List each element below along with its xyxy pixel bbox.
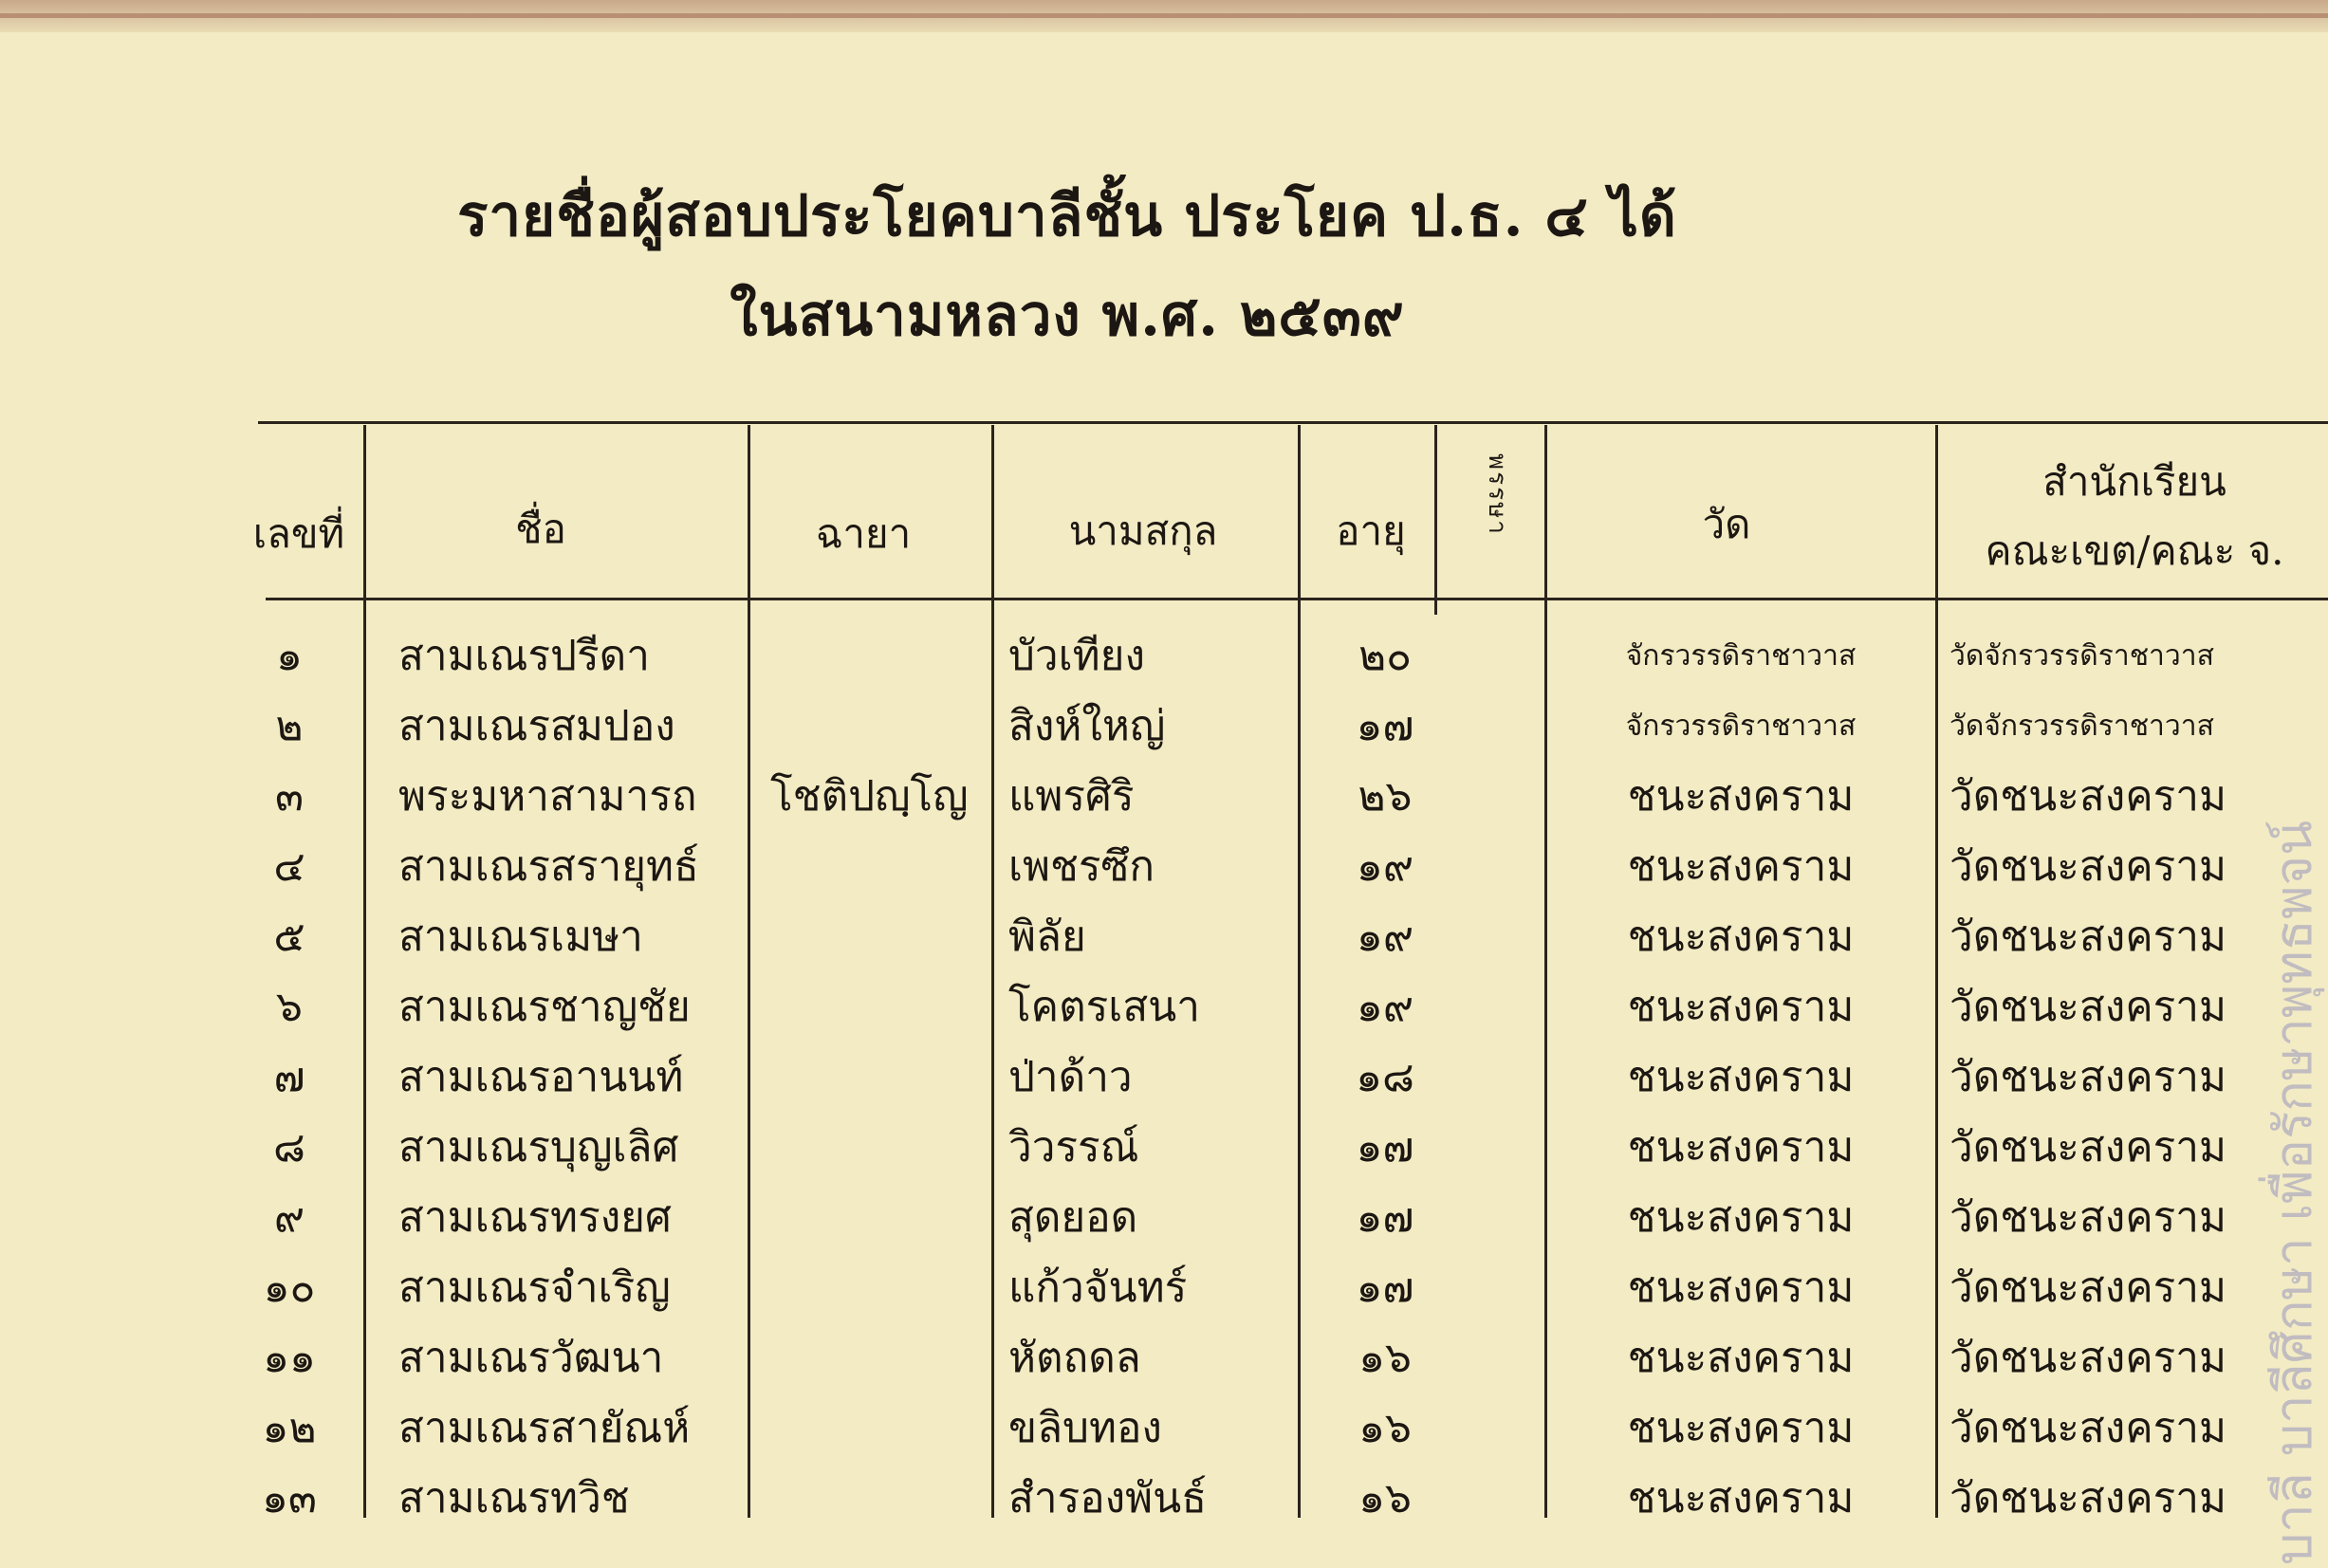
row-temple: จักรวรรดิราชาวาส [1625,639,1857,673]
table-row [0,621,2328,692]
row-school: วัดจักรวรรดิราชาวาส [1949,639,2214,673]
row-surname: สำรองพันธ์ [1008,1474,1208,1522]
row-name: สามเณรปรีดา [398,632,650,680]
row-age: ๑๗ [1356,1264,1414,1312]
row-age: ๑๖ [1358,1404,1412,1452]
row-temple: ชนะสงคราม [1627,983,1855,1031]
row-name: สามเณรอานนท์ [398,1053,684,1101]
row-school: วัดชนะสงคราม [1949,913,2226,961]
row-school: วัดชนะสงคราม [1949,772,2226,821]
header-temple: วัด [1702,501,1751,547]
row-school: วัดชนะสงคราม [1949,842,2226,891]
row-school: วัดชนะสงคราม [1949,1053,2226,1101]
row-number: ๙ [273,1193,305,1242]
row-surname: วิวรรณ์ [1008,1123,1139,1171]
row-number: ๑ [276,632,303,680]
row-school: วัดชนะสงคราม [1949,1334,2226,1382]
row-number: ๑๒ [262,1404,317,1452]
row-age: ๑๖ [1358,1474,1412,1522]
row-school: วัดชนะสงคราม [1949,1404,2226,1452]
document-title: รายชื่อผู้สอบประโยคบาลีชั้น ประโยค ป.ธ. ๔ ได้ [457,183,1677,249]
header-school-line2: คณะเขต/คณะ จ. [1985,527,2284,574]
row-age: ๒๐ [1358,632,1412,680]
row-surname: แพรศิริ [1008,772,1135,821]
header-school-line1: สำนักเรียน [2042,458,2226,505]
row-name: สามเณรทรงยศ [398,1193,672,1242]
table-row [0,692,2328,762]
row-name: สามเณรบุญเลิศ [398,1123,679,1171]
row-name: สามเณรสรายุทธ์ [398,842,699,891]
row-temple: ชนะสงคราม [1627,1334,1855,1382]
row-number: ๔ [273,842,305,891]
header-name: ชื่อ [515,506,566,552]
row-temple: ชนะสงคราม [1627,1264,1855,1312]
row-number: ๑๐ [263,1264,316,1312]
row-number: ๘ [273,1123,305,1171]
row-school: วัดชนะสงคราม [1949,983,2226,1031]
row-school: วัดจักรวรรดิราชาวาส [1949,710,2214,743]
row-alias: โชติปญฺโญ [770,772,969,821]
row-school: วัดชนะสงคราม [1949,1123,2226,1171]
row-school: วัดชนะสงคราม [1949,1474,2226,1522]
table-top-rule [258,421,2328,424]
header-age: อายุ [1336,507,1406,554]
row-school: วัดชนะสงคราม [1949,1264,2226,1312]
row-surname: ขลิบทอง [1008,1404,1162,1452]
row-age: ๑๙ [1356,983,1414,1031]
table-header-rule [266,598,2328,600]
row-number: ๑๓ [261,1474,317,1522]
table-row [0,902,2328,972]
row-name: สามเณรจำเริญ [398,1264,671,1312]
row-name: สามเณรวัฒนา [398,1334,664,1382]
row-temple: ชนะสงคราม [1627,1053,1855,1101]
row-name: พระมหาสามารถ [398,772,697,821]
row-surname: แก้วจันทร์ [1008,1264,1188,1312]
table-row [0,1393,2328,1464]
row-temple: ชนะสงคราม [1627,913,1855,961]
header-alias: ฉายา [815,510,912,557]
table-row [0,972,2328,1042]
page-edge-line [0,13,2328,18]
table-row [0,1253,2328,1323]
document-subtitle: ในสนามหลวง พ.ศ. ๒๕๓๙ [730,283,1405,349]
row-surname: สุดยอด [1008,1193,1138,1242]
row-surname: หัตถดล [1008,1334,1141,1382]
table-row [0,762,2328,832]
table-row [0,1323,2328,1393]
watermark-text: บาลี บาลีศึกษา เพื่อรักษาพุทธพจน์ [2263,820,2323,1565]
row-surname: ป่าด้าว [1008,1053,1133,1101]
header-pansa: พรรษา [1483,453,1511,536]
row-age: ๑๙ [1356,913,1414,961]
row-surname: เพชรซึก [1008,842,1155,891]
row-temple: ชนะสงคราม [1627,772,1855,821]
row-number: ๑๑ [263,1334,316,1382]
row-number: ๓ [274,772,305,821]
row-name: สามเณรสมปอง [398,702,675,750]
table-row [0,832,2328,902]
row-temple: ชนะสงคราม [1627,1123,1855,1171]
row-number: ๖ [276,983,303,1031]
table-row [0,1113,2328,1183]
row-name: สามเณรทวิช [398,1474,630,1522]
row-surname: โคตรเสนา [1008,983,1200,1031]
row-temple: ชนะสงคราม [1627,1474,1855,1522]
row-surname: พิลัย [1008,913,1086,961]
row-number: ๕ [273,913,305,961]
row-age: ๑๗ [1356,702,1414,750]
row-surname: บัวเทียง [1008,632,1145,680]
row-surname: สิงห์ใหญ่ [1008,702,1166,750]
row-age: ๒๖ [1358,772,1413,821]
header-number: เลขที่ [252,510,345,557]
header-surname: นามสกุล [1068,507,1218,554]
row-name: สามเณรเมษา [398,913,643,961]
row-age: ๑๗ [1356,1123,1414,1171]
row-age: ๑๘ [1356,1053,1414,1101]
row-number: ๗ [273,1053,305,1101]
row-age: ๑๖ [1358,1334,1412,1382]
row-temple: ชนะสงคราม [1627,842,1855,891]
row-temple: จักรวรรดิราชาวาส [1625,710,1857,743]
row-name: สามเณรสายัณห์ [398,1404,691,1452]
row-age: ๑๙ [1356,842,1414,891]
row-number: ๒ [275,702,304,750]
table-row [0,1042,2328,1113]
row-temple: ชนะสงคราม [1627,1193,1855,1242]
row-name: สามเณรชาญชัย [398,983,691,1031]
table-row [0,1464,2328,1534]
row-age: ๑๗ [1356,1193,1414,1242]
row-school: วัดชนะสงคราม [1949,1193,2226,1242]
row-temple: ชนะสงคราม [1627,1404,1855,1452]
column-divider [1434,425,1437,615]
table-row [0,1183,2328,1253]
